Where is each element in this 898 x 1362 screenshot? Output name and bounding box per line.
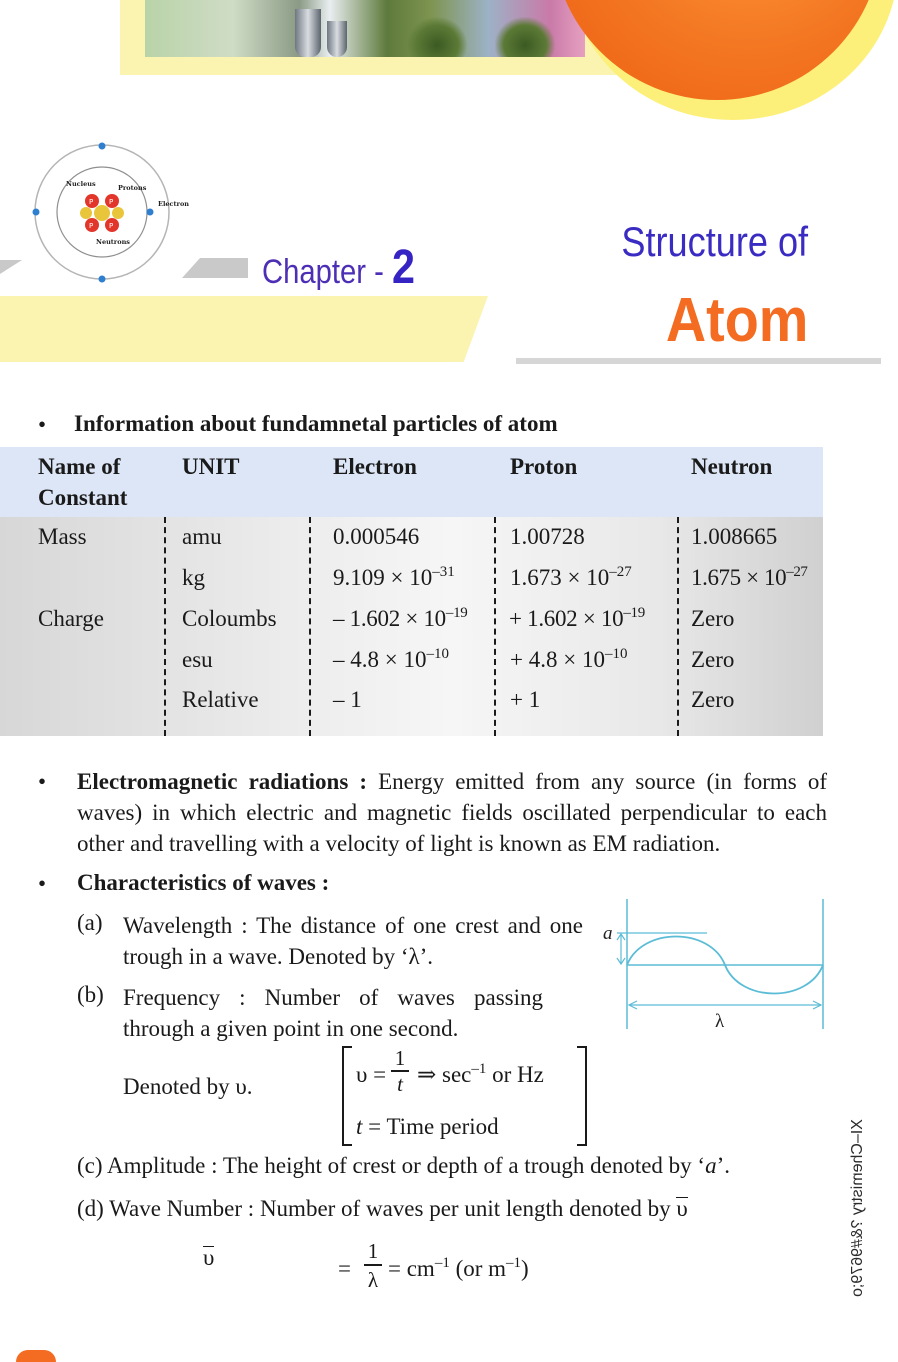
column-header-electron: Electron <box>333 454 417 479</box>
wave-number-units <box>388 1256 529 1282</box>
chapter-number: 2 <box>392 241 415 294</box>
fraction-denominator: t <box>397 1071 403 1096</box>
lambda-label: λ <box>715 1011 725 1032</box>
title-underline <box>516 358 881 364</box>
electron-label: Electron <box>158 200 190 208</box>
decorative-slash <box>0 260 22 274</box>
side-page-code <box>848 1120 868 1295</box>
proton-symbol: P <box>109 198 114 206</box>
cell-unit: Coloumbs <box>182 606 277 631</box>
neutron-ball <box>94 205 110 221</box>
cell-value: – 4.8 × 10 <box>333 647 427 672</box>
side-code-text: XI–Chemistry ?&#9679;o <box>849 1118 866 1297</box>
cell-unit: kg <box>182 565 205 590</box>
bullet-icon: • <box>38 412 47 437</box>
time-symbol: t <box>356 1114 363 1139</box>
cell-exponent: –10 <box>426 646 449 662</box>
fraction-denominator: λ <box>367 1267 379 1292</box>
units-exponent: –1 <box>434 1255 450 1271</box>
time-period-text: = Time period <box>362 1114 499 1139</box>
cell-value: 1.673 × 10 <box>510 565 610 590</box>
cell-neutron <box>691 563 808 593</box>
frequency-formula-box <box>342 1046 587 1146</box>
time-period-definition <box>356 1114 499 1140</box>
cell-proton <box>510 645 627 675</box>
wave-number-symbol: υ <box>676 1196 688 1221</box>
cell-value: + 4.8 × 10 <box>510 647 605 672</box>
column-divider <box>494 517 496 736</box>
fraction-numerator: 1 <box>394 1046 406 1070</box>
electron-dot <box>99 276 106 283</box>
decorative-slash <box>182 258 248 278</box>
frequency-lhs: υ = <box>356 1062 387 1087</box>
amplitude-label: a <box>603 923 613 944</box>
proton-symbol: P <box>89 222 94 230</box>
column-divider <box>164 517 166 736</box>
cell-name: Mass <box>38 524 87 549</box>
cell-proton <box>510 563 632 593</box>
column-header-name: Name of Constant <box>38 454 128 510</box>
cell-proton <box>509 604 645 634</box>
cell-electron: – 1 <box>333 687 362 712</box>
cell-neutron: Zero <box>691 687 735 712</box>
bracket-corner <box>577 1046 585 1048</box>
cell-exponent: –19 <box>623 605 645 621</box>
cell-value: 1.675 × 10 <box>691 565 787 590</box>
wave-number-symbol: υ <box>203 1245 215 1270</box>
column-divider <box>677 517 679 736</box>
cell-exponent: –31 <box>432 564 455 580</box>
frequency-units <box>417 1062 544 1088</box>
protons-label: Protons <box>118 184 147 192</box>
plant-image <box>407 17 467 57</box>
proton-symbol: P <box>89 198 94 206</box>
column-divider <box>309 517 311 736</box>
units-text: = cm <box>388 1256 435 1281</box>
cell-value: – 1.602 × 10 <box>333 606 446 631</box>
chapter-title-line2: Atom <box>665 286 808 355</box>
units-alt-close: ) <box>521 1256 529 1281</box>
frequency-symbol-note: Denoted by υ. <box>123 1074 253 1099</box>
electron-dot <box>33 209 40 216</box>
microscope-image <box>327 21 347 57</box>
equals-sign: = <box>338 1256 351 1281</box>
chapter-title-line1: Structure of <box>621 218 808 265</box>
bracket-corner <box>344 1144 352 1146</box>
microscope-image <box>295 9 321 57</box>
units-alt: (or m <box>449 1256 507 1281</box>
em-radiation-term: Electromagnetic radiations : <box>77 769 368 794</box>
cell-exponent: –27 <box>609 564 632 580</box>
tree-image <box>495 17 555 57</box>
amplitude-symbol: a <box>705 1153 717 1178</box>
wave-number-definition <box>77 1196 688 1222</box>
units-alt: or Hz <box>486 1062 544 1087</box>
wave-number-formula <box>338 1238 568 1300</box>
bullet-icon: • <box>38 871 47 896</box>
cell-exponent: –19 <box>445 605 468 621</box>
chapter-label <box>262 240 415 294</box>
cell-value: 9.109 × 10 <box>333 565 433 590</box>
bracket-corner <box>577 1144 585 1146</box>
amplitude-text: (c) Amplitude : The height of crest or depth of a trough denoted by ‘ <box>77 1153 706 1178</box>
em-radiation-paragraph <box>77 766 827 859</box>
cell-value: + 1.602 × 10 <box>509 606 624 631</box>
cell-neutron: Zero <box>691 606 735 631</box>
waves-heading: Characteristics of waves : <box>77 870 330 895</box>
cell-unit: esu <box>182 647 213 672</box>
nucleus-label: Nucleus <box>66 180 96 188</box>
item-letter: (b) <box>77 982 104 1007</box>
cell-proton: + 1 <box>510 687 541 712</box>
units-text: ⇒ sec <box>417 1062 472 1087</box>
wave-number-fraction <box>364 1238 382 1294</box>
particles-heading: Information about fundamnetal particles of atom <box>74 411 558 436</box>
frequency-definition: Frequency : Number of waves passing through a given point in one second. <box>123 985 543 1041</box>
cell-proton: 1.00728 <box>510 524 585 549</box>
cell-neutron: Zero <box>691 647 735 672</box>
cell-exponent: –27 <box>786 564 808 580</box>
cell-name: Charge <box>38 606 105 631</box>
neutrons-label: Neutrons <box>96 238 130 246</box>
cell-electron <box>333 645 449 675</box>
wave-number-text: (d) Wave Number : Number of waves per unit length denoted by <box>77 1196 677 1221</box>
neutron-ball <box>112 207 124 219</box>
footer-decoration <box>16 1350 56 1362</box>
cell-electron <box>333 604 467 634</box>
atom-model-illustration <box>30 140 190 285</box>
column-header-neutron: Neutron <box>691 454 773 479</box>
cell-exponent: –10 <box>604 646 628 662</box>
em-radiation-definition: Energy emitted from any source (in forms of waves) in which electric and magnetic fields oscillated perpendicular to each other and travelling with a velocity of light is known as EM radiation. <box>77 769 827 856</box>
proton-symbol: P <box>109 222 114 230</box>
bullet-icon: • <box>38 769 47 794</box>
table-header <box>0 447 823 517</box>
fraction-numerator: 1 <box>367 1239 379 1263</box>
amplitude-definition <box>77 1153 730 1179</box>
bracket-corner <box>344 1046 352 1048</box>
particles-table <box>0 447 823 736</box>
wave-diagram <box>597 897 829 1033</box>
title-yellow-band <box>0 296 488 362</box>
column-header-proton: Proton <box>510 454 578 479</box>
cell-electron: 0.000546 <box>333 524 420 549</box>
cell-unit: Relative <box>182 687 259 712</box>
neutron-ball <box>80 207 92 219</box>
cell-neutron: 1.008665 <box>691 524 778 549</box>
units-exponent: –1 <box>471 1061 487 1077</box>
wavelength-definition: Wavelength : The distance of one crest and one trough in a wave. Denoted by ‘λ’. <box>123 913 583 969</box>
cell-electron <box>333 563 455 593</box>
column-header-unit: UNIT <box>182 454 240 479</box>
wave-number-formula-symbol <box>203 1245 214 1271</box>
electron-dot <box>147 209 154 216</box>
header-photo-collage <box>145 0 585 57</box>
electron-dot <box>99 143 106 150</box>
amplitude-end: ’. <box>716 1153 730 1178</box>
chapter-prefix: Chapter - <box>262 253 393 291</box>
units-alt-exponent: –1 <box>506 1255 522 1271</box>
frequency-fraction <box>391 1046 409 1096</box>
cell-unit: amu <box>182 524 222 549</box>
item-letter: (a) <box>77 910 103 935</box>
